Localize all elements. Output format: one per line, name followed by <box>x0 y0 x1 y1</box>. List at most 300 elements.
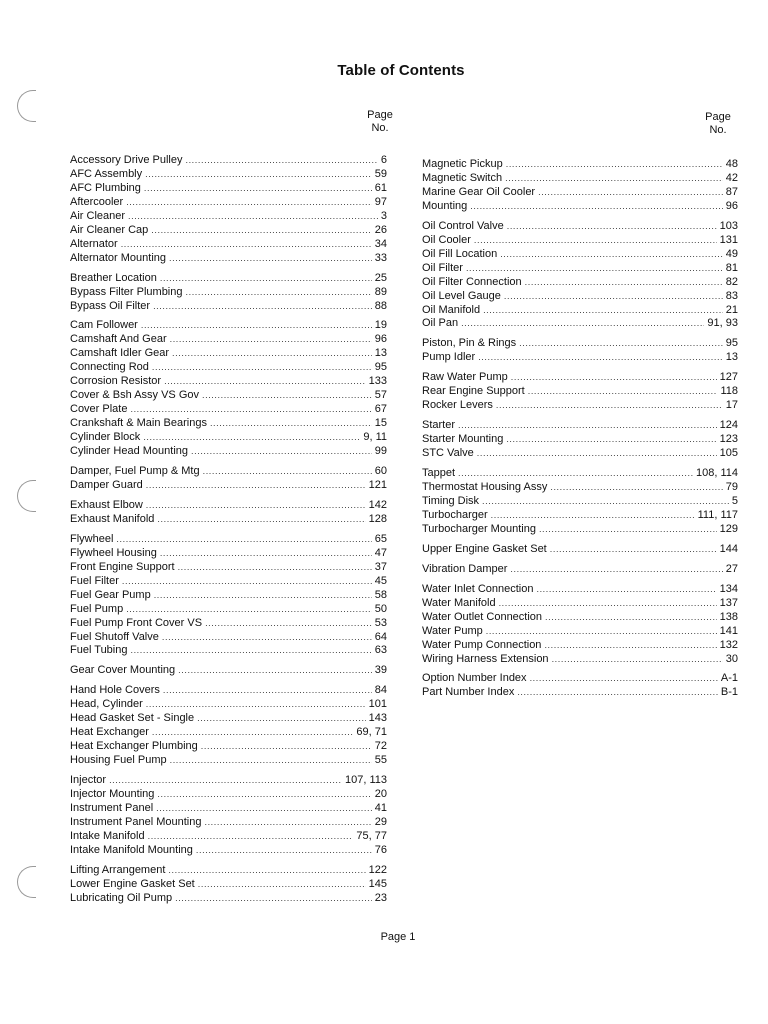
toc-entry <box>70 319 387 333</box>
toc-entry-title: Lubricating Oil Pump <box>70 891 173 904</box>
toc-entry <box>422 371 738 385</box>
dot-leader <box>152 726 354 740</box>
toc-entry-title: Corrosion Resistor <box>70 375 162 388</box>
dot-leader <box>126 196 372 210</box>
toc-entry-page: 75, 77 <box>356 829 387 842</box>
toc-entry-title: Cylinder Block <box>70 431 141 444</box>
toc-group <box>422 563 738 577</box>
dot-leader <box>496 399 723 413</box>
toc-entry-page: 97 <box>374 195 387 208</box>
toc-entry-page: 30 <box>725 652 738 665</box>
toc-entry-title: Cam Follower <box>70 319 138 332</box>
toc-entry-page: 96 <box>725 199 738 212</box>
dot-leader <box>170 333 372 347</box>
dot-leader <box>205 617 372 631</box>
toc-entry <box>70 445 387 459</box>
toc-entry-page: 82 <box>725 275 738 288</box>
toc-entry-page: 57 <box>374 389 387 402</box>
dot-leader <box>204 816 371 830</box>
toc-entry-title: Exhaust Elbow <box>70 498 143 511</box>
toc-group <box>422 419 738 461</box>
toc-entry <box>70 844 387 858</box>
dot-leader <box>510 563 722 577</box>
toc-entry-page: 45 <box>374 574 387 587</box>
dot-leader <box>506 158 723 172</box>
dot-leader <box>506 433 716 447</box>
toc-entry <box>70 816 387 830</box>
toc-entry-page: 143 <box>368 712 387 725</box>
toc-entry <box>70 575 387 589</box>
toc-entry-page: 29 <box>374 815 387 828</box>
toc-entry-title: Turbocharger <box>422 508 488 521</box>
toc-entry-title: Water Pump <box>422 624 483 637</box>
toc-entry-title: Injector Mounting <box>70 788 155 801</box>
toc-entry <box>70 726 387 740</box>
toc-entry <box>70 547 387 561</box>
toc-entry <box>70 802 387 816</box>
toc-entry-title: Cover Plate <box>70 403 128 416</box>
toc-group <box>70 774 387 858</box>
toc-entry-page: 134 <box>719 582 738 595</box>
toc-entry-title: Hand Hole Covers <box>70 684 160 697</box>
toc-entry-page: 137 <box>719 596 738 609</box>
toc-entry-page: 129 <box>719 522 738 535</box>
toc-entry <box>70 361 387 375</box>
dot-leader <box>186 286 372 300</box>
dot-leader <box>148 830 354 844</box>
toc-entry-page: 9, 11 <box>363 431 387 444</box>
toc-entry-page: 76 <box>374 843 387 856</box>
toc-entry-page: 128 <box>368 512 387 525</box>
dot-leader <box>201 740 372 754</box>
toc-entry-title: Flywheel <box>70 532 114 545</box>
toc-group <box>70 684 387 768</box>
dot-leader <box>153 300 372 314</box>
dot-leader <box>160 547 372 561</box>
toc-entry-page: 49 <box>725 247 738 260</box>
toc-entry <box>70 513 387 527</box>
toc-entry-title: Marine Gear Oil Cooler <box>422 185 536 198</box>
toc-entry <box>422 234 738 248</box>
toc-entry-title: Fuel Pump <box>70 602 124 615</box>
page-header-line2: No. <box>709 124 727 136</box>
toc-entry-page: 15 <box>374 417 387 430</box>
dot-leader <box>519 337 723 351</box>
toc-entry <box>422 543 738 557</box>
toc-entry-title: Intake Manifold Mounting <box>70 843 193 856</box>
toc-entry-title: Lower Engine Gasket Set <box>70 877 195 890</box>
toc-entry-page: 13 <box>374 347 387 360</box>
toc-entry-title: Vibration Damper <box>422 562 508 575</box>
toc-entry <box>70 210 387 224</box>
toc-entry-page: 58 <box>374 588 387 601</box>
toc-entry <box>70 403 387 417</box>
toc-entry-title: Starter Mounting <box>422 433 504 446</box>
toc-group <box>70 154 387 266</box>
toc-entry-page: 103 <box>719 219 738 232</box>
toc-entry-title: STC Valve <box>422 447 474 460</box>
toc-entry-title: Piston, Pin & Rings <box>422 337 517 350</box>
dot-leader <box>141 319 372 333</box>
toc-entry-title: Accessory Drive Pulley <box>70 154 183 166</box>
dot-leader <box>544 639 716 653</box>
toc-entry-title: Oil Cooler <box>422 233 471 246</box>
toc-entry-title: Fuel Filter <box>70 574 119 587</box>
toc-entry <box>70 788 387 802</box>
toc-entry <box>70 182 387 196</box>
toc-entry-title: Lifting Arrangement <box>70 863 166 876</box>
toc-entry-page: 142 <box>368 498 387 511</box>
toc-group <box>70 499 387 527</box>
dot-leader <box>545 611 717 625</box>
toc-entry <box>422 583 738 597</box>
toc-entry <box>70 830 387 844</box>
toc-entry-page: 69, 71 <box>356 726 387 739</box>
dot-leader <box>121 238 372 252</box>
toc-entry-title: Alternator Mounting <box>70 251 166 264</box>
dot-leader <box>157 513 365 527</box>
toc-entry-page: 108, 114 <box>695 467 738 480</box>
dot-leader <box>499 597 717 611</box>
toc-entry <box>70 631 387 645</box>
toc-entry-title: Oil Manifold <box>422 303 481 316</box>
dot-leader <box>168 864 365 878</box>
dot-leader <box>146 479 366 493</box>
toc-entry <box>422 625 738 639</box>
toc-entry <box>70 712 387 726</box>
dot-leader <box>458 467 693 481</box>
toc-entry-title: Pump Idler <box>422 351 476 364</box>
toc-entry-page: 88 <box>374 299 387 312</box>
toc-entry-page: 37 <box>374 560 387 573</box>
dot-leader <box>169 252 372 266</box>
toc-entry-title: Mounting <box>422 199 468 212</box>
toc-entry-page: 72 <box>374 740 387 753</box>
toc-entry-page: 39 <box>374 664 387 677</box>
toc-entry-page: 34 <box>374 237 387 250</box>
toc-entry-page: B-1 <box>720 686 738 699</box>
toc-entry <box>422 200 738 214</box>
toc-entry-page: 42 <box>725 171 738 184</box>
toc-entry-page: 21 <box>725 303 738 316</box>
dot-leader <box>504 290 723 304</box>
toc-entry <box>70 431 387 445</box>
toc-entry <box>422 597 738 611</box>
toc-entry-page: 121 <box>368 478 387 491</box>
dot-leader <box>130 403 371 417</box>
dot-leader <box>157 788 371 802</box>
toc-entry-page: 91, 93 <box>707 317 738 330</box>
dot-leader <box>185 154 377 168</box>
toc-entry <box>422 290 738 304</box>
toc-entry-title: Water Manifold <box>422 596 496 609</box>
dot-leader <box>143 431 360 445</box>
toc-entry <box>70 754 387 768</box>
page-title: Table of Contents <box>337 62 465 79</box>
dot-leader <box>482 495 729 509</box>
toc-entry-title: Water Inlet Connection <box>422 582 534 595</box>
toc-entry-title: Injector <box>70 774 107 787</box>
toc-entry-page: 84 <box>374 684 387 697</box>
toc-entry-page: 17 <box>725 399 738 412</box>
toc-entry-page: 50 <box>374 602 387 615</box>
toc-entry <box>70 499 387 513</box>
toc-entry <box>422 523 738 537</box>
toc-entry-page: 95 <box>725 337 738 350</box>
toc-entry-title: Upper Engine Gasket Set <box>422 542 547 555</box>
toc-entry-page: 25 <box>374 271 387 284</box>
toc-entry-page: 33 <box>374 251 387 264</box>
toc-entry <box>422 467 738 481</box>
toc-entry-title: Oil Control Valve <box>422 219 504 232</box>
dot-leader <box>191 445 372 459</box>
toc-entry <box>422 672 738 686</box>
toc-entry-title: Fuel Shutoff Valve <box>70 630 159 643</box>
toc-entry-page: 95 <box>374 361 387 374</box>
toc-entry-page: A-1 <box>720 672 738 685</box>
toc-group <box>70 319 387 459</box>
toc-entry-title: Front Engine Support <box>70 560 175 573</box>
binder-hole-bottom <box>17 866 36 898</box>
dot-leader <box>538 186 723 200</box>
dot-leader <box>109 774 342 788</box>
toc-group <box>70 533 387 659</box>
dot-leader <box>210 417 372 431</box>
toc-entry <box>422 304 738 318</box>
toc-entry <box>70 617 387 631</box>
toc-entry <box>422 248 738 262</box>
toc-entry <box>70 465 387 479</box>
toc-entry-page: 107, 113 <box>344 774 387 787</box>
toc-entry-page: 6 <box>380 154 387 166</box>
toc-entry-title: Oil Filter Connection <box>422 275 522 288</box>
toc-group <box>70 272 387 314</box>
toc-entry-title: Alternator <box>70 237 118 250</box>
dot-leader <box>126 603 372 617</box>
toc-entry <box>70 740 387 754</box>
toc-entry <box>70 698 387 712</box>
dot-leader <box>151 224 371 238</box>
left-page-column-header <box>360 109 400 135</box>
toc-entry-title: Rear Engine Support <box>422 385 525 398</box>
dot-leader <box>172 347 372 361</box>
toc-entry-title: Intake Manifold <box>70 829 145 842</box>
toc-entry-page: 145 <box>368 877 387 890</box>
dot-leader <box>500 248 723 262</box>
toc-entry-title: Cover & Bsh Assy VS Gov <box>70 389 199 402</box>
toc-entry-title: Magnetic Pickup <box>422 158 503 170</box>
toc-entry <box>70 375 387 389</box>
page-footer: Page 1 <box>380 931 416 943</box>
toc-entry-title: Crankshaft & Main Bearings <box>70 417 207 430</box>
toc-group <box>422 583 738 667</box>
toc-entry-title: Thermostat Housing Assy <box>422 481 548 494</box>
toc-entry <box>422 495 738 509</box>
dot-leader <box>128 210 378 224</box>
toc-entry-page: 138 <box>719 610 738 623</box>
toc-entry-page: 53 <box>374 616 387 629</box>
page-header-line1: Page <box>705 111 731 123</box>
toc-entry-title: Air Cleaner <box>70 209 126 222</box>
toc-entry-page: 48 <box>725 158 738 170</box>
dot-leader <box>116 533 371 547</box>
toc-entry-title: Tappet <box>422 467 456 480</box>
toc-entry-title: Fuel Gear Pump <box>70 588 151 601</box>
toc-entry-page: 132 <box>719 638 738 651</box>
dot-leader <box>160 272 372 286</box>
toc-entry-page: 127 <box>719 371 738 384</box>
toc-entry <box>422 262 738 276</box>
toc-entry-title: Starter <box>422 419 456 432</box>
toc-entry-page: 3 <box>380 209 387 222</box>
toc-entry-page: 144 <box>719 542 738 555</box>
toc-entry-page: 99 <box>374 445 387 458</box>
page-header-line2: No. <box>371 122 389 134</box>
toc-entry-title: Bypass Oil Filter <box>70 299 151 312</box>
toc-entry <box>422 220 738 234</box>
toc-entry-page: 64 <box>374 630 387 643</box>
dot-leader <box>507 220 717 234</box>
toc-group <box>422 543 738 557</box>
toc-entry <box>70 272 387 286</box>
dot-leader <box>145 168 372 182</box>
toc-entry-page: 89 <box>374 285 387 298</box>
toc-entry-title: Oil Level Gauge <box>422 289 501 302</box>
toc-entry-title: Magnetic Switch <box>422 171 503 184</box>
toc-entry-page: 5 <box>731 494 738 507</box>
toc-entry-page: 133 <box>368 375 387 388</box>
toc-entry <box>422 276 738 290</box>
toc-entry-page: 122 <box>368 863 387 876</box>
binder-hole-middle <box>17 480 36 512</box>
toc-entry-page: 111, 117 <box>697 508 738 521</box>
toc-entry-title: Bypass Filter Plumbing <box>70 285 183 298</box>
toc-entry <box>422 509 738 523</box>
toc-entry <box>70 664 387 678</box>
toc-entry-page: 20 <box>374 788 387 801</box>
toc-entry-page: 63 <box>374 644 387 657</box>
toc-entry <box>422 653 738 667</box>
dot-leader <box>130 644 371 658</box>
toc-entry-title: Breather Location <box>70 271 157 284</box>
toc-entry <box>70 684 387 698</box>
dot-leader <box>511 371 717 385</box>
dot-leader <box>477 447 717 461</box>
toc-group <box>422 672 738 700</box>
toc-entry-page: 27 <box>725 562 738 575</box>
toc-entry <box>70 774 387 788</box>
toc-entry-title: Connecting Rod <box>70 361 149 374</box>
toc-entry-page: 13 <box>725 351 738 364</box>
dot-leader <box>470 200 722 214</box>
dot-leader <box>175 892 372 906</box>
toc-entry-page: 67 <box>374 403 387 416</box>
toc-entry-title: AFC Plumbing <box>70 181 141 194</box>
toc-entry <box>70 196 387 210</box>
toc-entry-page: 26 <box>374 223 387 236</box>
toc-entry-page: 101 <box>368 698 387 711</box>
dot-leader <box>203 465 372 479</box>
toc-entry-page: 96 <box>374 333 387 346</box>
toc-entry <box>70 252 387 266</box>
toc-entry <box>70 389 387 403</box>
toc-entry-page: 131 <box>719 233 738 246</box>
dot-leader <box>461 317 704 331</box>
toc-entry-title: Damper Guard <box>70 478 143 491</box>
toc-entry <box>422 447 738 461</box>
toc-entry-title: Water Pump Connection <box>422 638 542 651</box>
dot-leader <box>550 481 722 495</box>
page-header-line1: Page <box>367 109 393 121</box>
dot-leader <box>197 712 366 726</box>
toc-entry-page: 87 <box>725 185 738 198</box>
toc-entry <box>422 317 738 331</box>
toc-left-column <box>70 154 387 912</box>
toc-entry <box>70 168 387 182</box>
toc-entry-page: 79 <box>725 481 738 494</box>
toc-entry <box>422 172 738 186</box>
toc-entry-title: Damper, Fuel Pump & Mtg <box>70 465 200 478</box>
dot-leader <box>146 698 366 712</box>
toc-entry-title: Gear Cover Mounting <box>70 664 176 677</box>
toc-entry-title: Flywheel Housing <box>70 546 157 559</box>
toc-group <box>70 465 387 493</box>
dot-leader <box>202 389 372 403</box>
toc-entry-title: Oil Pan <box>422 317 459 330</box>
toc-entry <box>70 224 387 238</box>
toc-entry-page: 123 <box>719 433 738 446</box>
toc-entry-title: Aftercooler <box>70 195 124 208</box>
binder-hole-top <box>17 90 36 122</box>
toc-entry-page: 83 <box>725 289 738 302</box>
dot-leader <box>458 419 717 433</box>
toc-entry <box>70 892 387 906</box>
toc-entry-page: 23 <box>374 891 387 904</box>
dot-leader <box>525 276 723 290</box>
toc-entry-title: Timing Disk <box>422 494 480 507</box>
toc-group <box>422 337 738 365</box>
dot-leader <box>491 509 695 523</box>
toc-entry <box>70 479 387 493</box>
toc-entry-page: 19 <box>374 319 387 332</box>
dot-leader <box>146 499 366 513</box>
toc-entry <box>422 186 738 200</box>
toc-entry-page: 81 <box>725 261 738 274</box>
toc-right-column <box>422 158 738 706</box>
toc-entry <box>70 589 387 603</box>
toc-entry-title: Fuel Tubing <box>70 644 128 657</box>
dot-leader <box>144 182 372 196</box>
toc-entry <box>70 154 387 168</box>
toc-group <box>70 664 387 678</box>
toc-entry <box>422 337 738 351</box>
toc-entry <box>422 563 738 577</box>
toc-entry-title: Exhaust Manifold <box>70 512 155 525</box>
dot-leader <box>162 631 372 645</box>
toc-entry <box>70 603 387 617</box>
toc-group <box>70 864 387 906</box>
right-page-column-header <box>696 111 740 137</box>
toc-entry-title: Turbocharger Mounting <box>422 522 536 535</box>
dot-leader <box>152 361 372 375</box>
toc-entry <box>70 347 387 361</box>
toc-entry <box>70 878 387 892</box>
toc-entry <box>422 481 738 495</box>
dot-leader <box>198 878 366 892</box>
dot-leader <box>505 172 723 186</box>
dot-leader <box>163 684 372 698</box>
toc-entry-title: Housing Fuel Pump <box>70 754 167 767</box>
